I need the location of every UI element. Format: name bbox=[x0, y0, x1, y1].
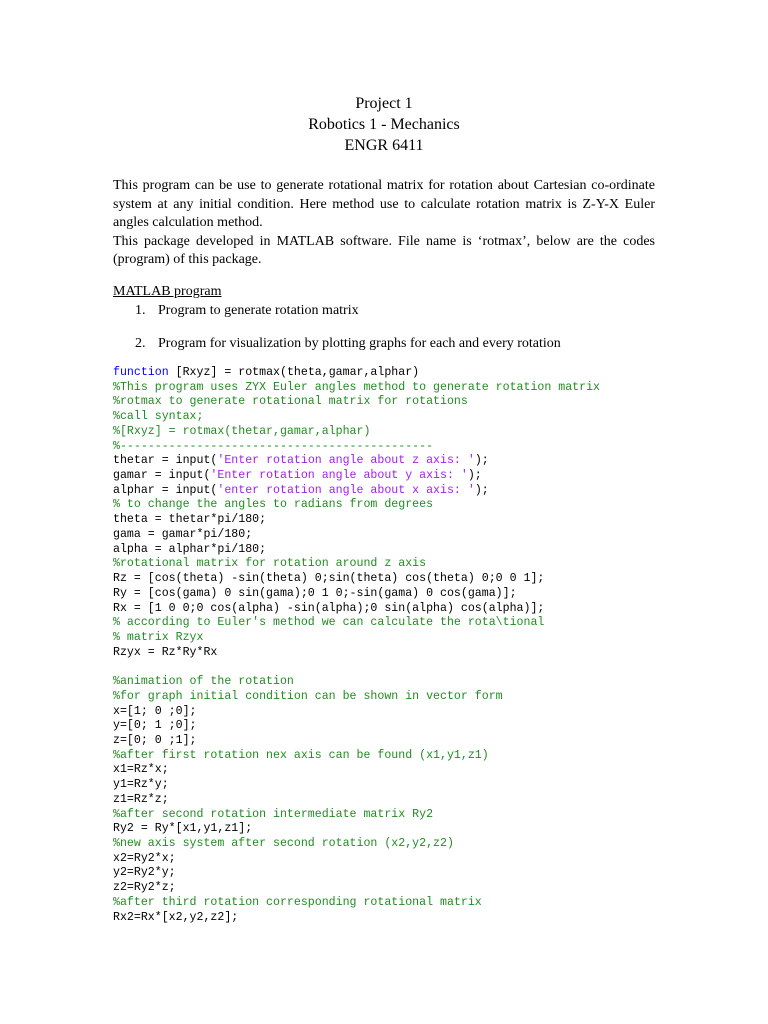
code-comment: % to change the angles to radians from degrees bbox=[113, 498, 434, 512]
list-item-number: 1. bbox=[135, 303, 146, 318]
code-text: x2=Ry2*x; bbox=[113, 851, 176, 865]
code-text: ); bbox=[474, 454, 489, 468]
code-text: Rx2=Rx*[x2,y2,z2]; bbox=[113, 910, 239, 924]
project-title: Project 1 bbox=[355, 95, 413, 112]
code-text: z1=Rz*z; bbox=[113, 792, 169, 806]
code-line bbox=[113, 616, 673, 631]
code-comment: %after first rotation nex axis can be found (x1,y1,z1) bbox=[113, 748, 489, 762]
code-text: gama = gamar*pi/180; bbox=[113, 527, 253, 541]
code-text: ); bbox=[474, 483, 489, 497]
code-line bbox=[113, 660, 673, 675]
code-comment: %This program uses ZYX Euler angles method to generate rotation matrix bbox=[113, 380, 601, 394]
code-text: Ry = [cos(gama) 0 sin(gama);0 1 0;-sin(gama) 0 cos(gama)]; bbox=[113, 586, 517, 600]
code-line bbox=[113, 587, 673, 602]
code-text: theta = thetar*pi/180; bbox=[113, 513, 267, 527]
code-line bbox=[113, 602, 673, 617]
list-item bbox=[113, 335, 673, 353]
code-text: [Rxyz] = rotmax(theta,gamar,alphar) bbox=[168, 366, 420, 379]
code-comment: % matrix Rzyx bbox=[113, 630, 204, 644]
code-comment: %new axis system after second rotation (x2,y2,z2) bbox=[113, 837, 454, 850]
code-comment: %animation of the rotation bbox=[113, 675, 294, 689]
code-line bbox=[113, 469, 673, 484]
code-line bbox=[113, 837, 673, 852]
code-line bbox=[113, 896, 673, 911]
code-keyword: function bbox=[113, 366, 169, 379]
code-text: thetar = input( bbox=[113, 454, 218, 468]
code-text: z2=Ry2*z; bbox=[113, 881, 176, 895]
code-text: x1=Rz*x; bbox=[113, 763, 169, 777]
code-line bbox=[113, 778, 673, 793]
code-text: Rx = [1 0 0;0 cos(alpha) -sin(alpha);0 sin(alpha) cos(alpha)]; bbox=[113, 601, 545, 615]
code-line bbox=[113, 425, 673, 440]
code-line bbox=[113, 484, 673, 499]
code-line bbox=[113, 749, 673, 764]
code-comment: %for graph initial condition can be shown in vector form bbox=[113, 689, 503, 703]
code-line bbox=[113, 852, 673, 867]
code-comment: %--------------------------------------------- bbox=[113, 439, 434, 453]
intro-paragraph-1: This program can be use to generate rotational matrix for rotation about Cartesian co-ordinate system at any initial condition. Here method use to calculate rotation matrix is Z-Y-X Euler angles calculation method. bbox=[113, 178, 655, 230]
code-line bbox=[113, 763, 673, 778]
code-line bbox=[113, 911, 673, 926]
intro-section bbox=[113, 177, 655, 270]
code-line bbox=[113, 822, 673, 837]
code-line bbox=[113, 631, 673, 646]
code-line bbox=[113, 528, 673, 543]
code-listing bbox=[113, 366, 673, 925]
code-line bbox=[113, 719, 673, 734]
code-line bbox=[113, 675, 673, 690]
code-line bbox=[113, 705, 673, 720]
code-text: alphar = input( bbox=[113, 483, 218, 497]
code-line bbox=[113, 381, 673, 396]
code-line bbox=[113, 366, 673, 381]
code-text: alpha = alphar*pi/180; bbox=[113, 542, 267, 556]
code-comment: %rotational matrix for rotation around z axis bbox=[113, 557, 427, 571]
code-comment: %after second rotation intermediate matrix Ry2 bbox=[113, 807, 434, 821]
intro-paragraph-2: This package developed in MATLAB software. File name is ‘rotmax’, below are the codes (program) of this package. bbox=[113, 233, 655, 267]
code-text: gamar = input( bbox=[113, 469, 211, 483]
code-text: Rzyx = Rz*Ry*Rx bbox=[113, 645, 218, 659]
code-line bbox=[113, 734, 673, 749]
code-string: 'enter rotation angle about x axis: ' bbox=[217, 483, 475, 497]
code-text: y2=Ry2*y; bbox=[113, 866, 176, 880]
code-text: Ry2 = Ry*[x1,y1,z1]; bbox=[113, 822, 253, 836]
code-line bbox=[113, 881, 673, 896]
code-line bbox=[113, 646, 673, 661]
code-comment: % according to Euler's method we can calculate the rota\tional bbox=[113, 616, 545, 630]
section-heading: MATLAB program bbox=[113, 284, 222, 299]
code-text: Rz = [cos(theta) -sin(theta) 0;sin(theta) cos(theta) 0;0 0 1]; bbox=[113, 572, 545, 586]
list-item-text: Program for visualization by plotting graphs for each and every rotation bbox=[158, 336, 561, 351]
code-string: 'Enter rotation angle about y axis: ' bbox=[210, 469, 468, 483]
code-line bbox=[113, 793, 673, 808]
code-line bbox=[113, 440, 673, 455]
list-item bbox=[113, 302, 673, 320]
code-text: y1=Rz*y; bbox=[113, 778, 169, 792]
code-line bbox=[113, 572, 673, 587]
code-line bbox=[113, 808, 673, 823]
code-text: y=[0; 1 ;0]; bbox=[113, 719, 197, 733]
list-item-text: Program to generate rotation matrix bbox=[158, 303, 359, 318]
list-item-number: 2. bbox=[135, 336, 146, 351]
code-text: ); bbox=[467, 469, 482, 483]
course-title: Robotics 1 - Mechanics bbox=[308, 116, 460, 133]
code-line bbox=[113, 543, 673, 558]
code-line bbox=[113, 454, 673, 469]
course-code: ENGR 6411 bbox=[344, 137, 424, 154]
code-string: 'Enter rotation angle about z axis: ' bbox=[217, 454, 475, 468]
code-text: x=[1; 0 ;0]; bbox=[113, 704, 197, 718]
code-line bbox=[113, 690, 673, 705]
code-comment: %call syntax; bbox=[113, 410, 204, 424]
code-text: z=[0; 0 ;1]; bbox=[113, 733, 197, 747]
code-line bbox=[113, 498, 673, 513]
code-line bbox=[113, 866, 673, 881]
program-list bbox=[113, 302, 673, 353]
code-comment: %after third rotation corresponding rotational matrix bbox=[113, 895, 482, 909]
code-comment: %[Rxyz] = rotmax(thetar,gamar,alphar) bbox=[113, 424, 371, 438]
code-line bbox=[113, 557, 673, 572]
code-line bbox=[113, 395, 673, 410]
code-line bbox=[113, 513, 673, 528]
code-comment: %rotmax to generate rotational matrix for rotations bbox=[113, 395, 468, 409]
code-line bbox=[113, 410, 673, 425]
title-block bbox=[0, 93, 768, 156]
